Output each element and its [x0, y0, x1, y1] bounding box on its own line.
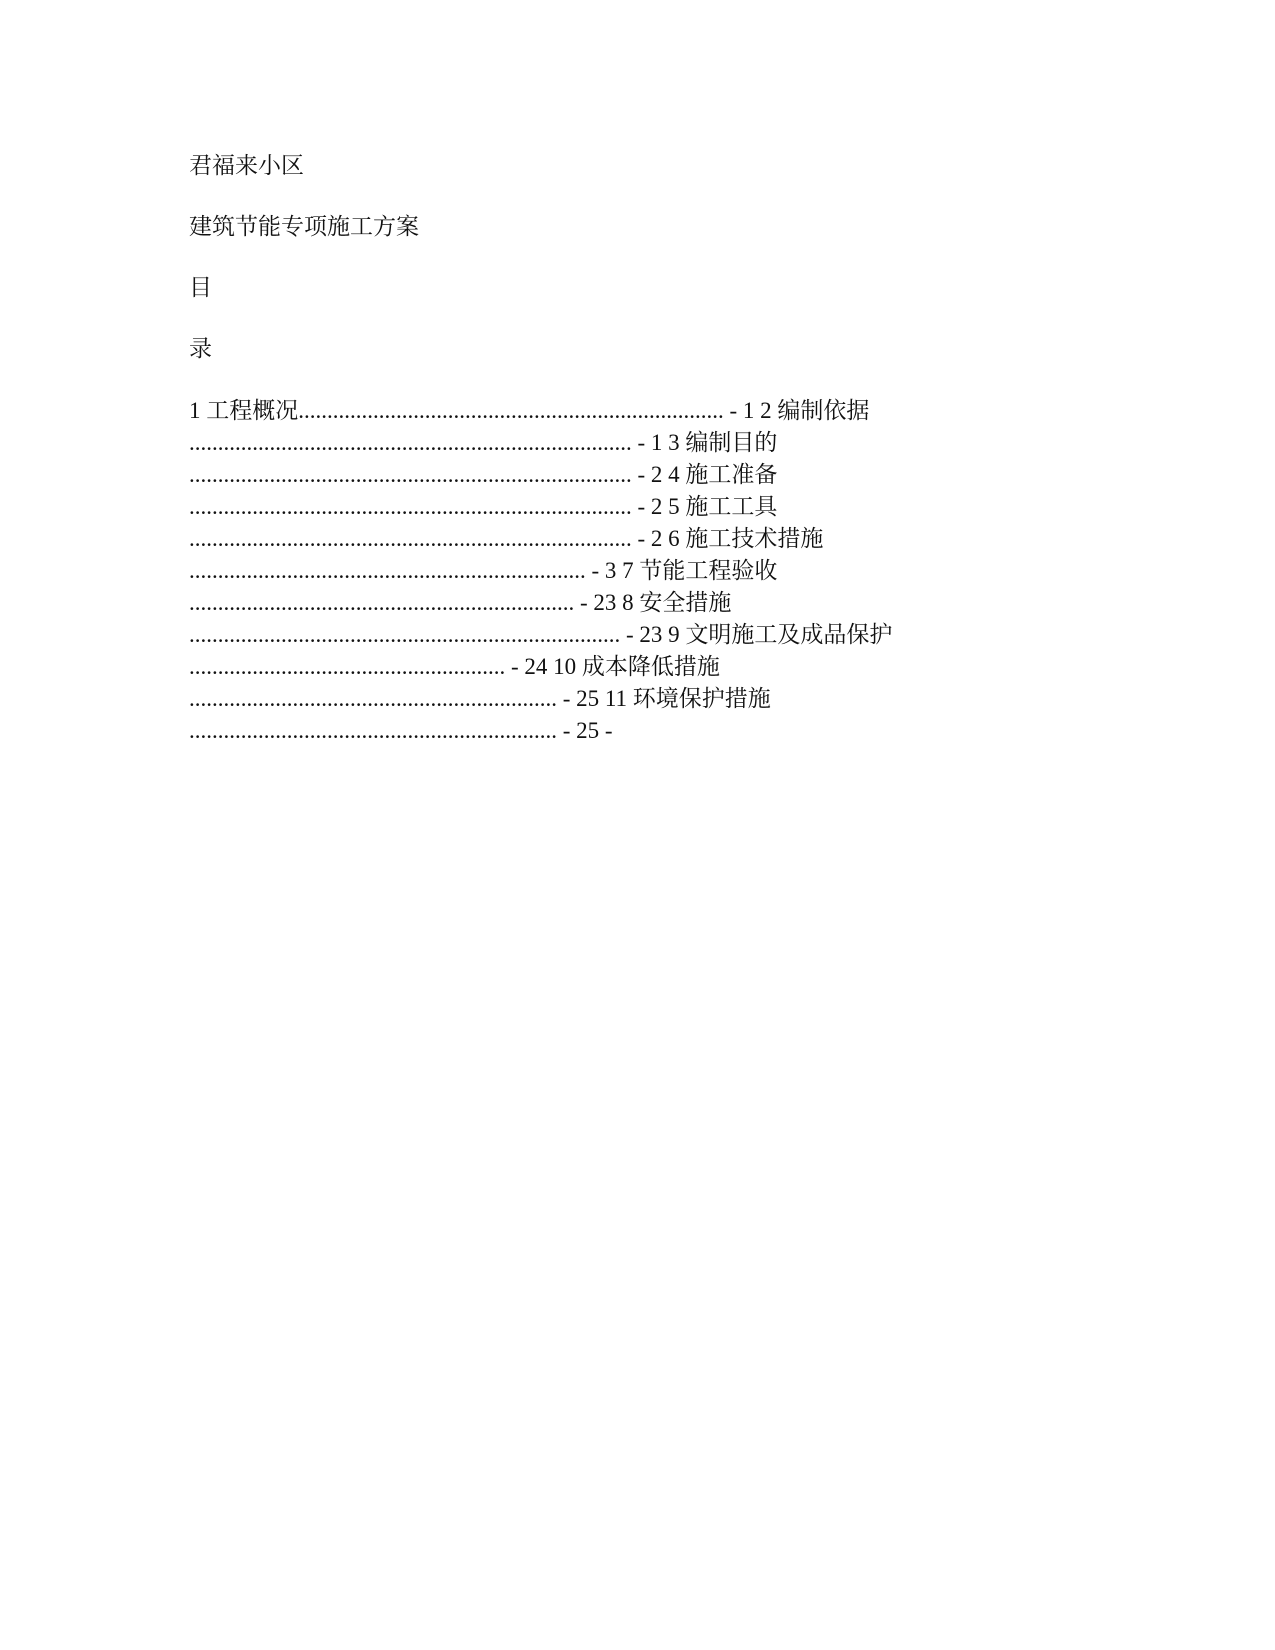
- toc-heading-part-2: 录: [189, 336, 212, 361]
- document-title: 建筑节能专项施工方案: [189, 214, 419, 239]
- toc-line: ............................................................................. - 1 3 编制目的: [189, 430, 778, 455]
- toc-line: ........................................................................... - 23 9 文明施工及成品保护: [189, 622, 893, 647]
- toc-line: ................................................................ - 25 11 环境保护措施: [189, 686, 771, 711]
- toc-heading-part-1: 目: [189, 275, 212, 300]
- toc-line: ................................................................... - 23 8 安全措施: [189, 590, 732, 615]
- toc-line: ............................................................................. - 2 5 施工工具: [189, 494, 778, 519]
- toc-line: ............................................................................. - 2 4 施工准备: [189, 462, 778, 487]
- table-of-contents: [189, 395, 969, 747]
- project-name: 君福来小区: [189, 153, 304, 178]
- toc-line: ..................................................................... - 3 7 节能工程验收: [189, 558, 778, 583]
- toc-line: ............................................................................. - 2 6 施工技术措施: [189, 526, 824, 551]
- toc-line: ....................................................... - 24 10 成本降低措施: [189, 654, 720, 679]
- toc-line: ................................................................ - 25 -: [189, 718, 613, 743]
- toc-line: 1 工程概况.......................................................................... - 1 2 编制依据: [189, 398, 870, 423]
